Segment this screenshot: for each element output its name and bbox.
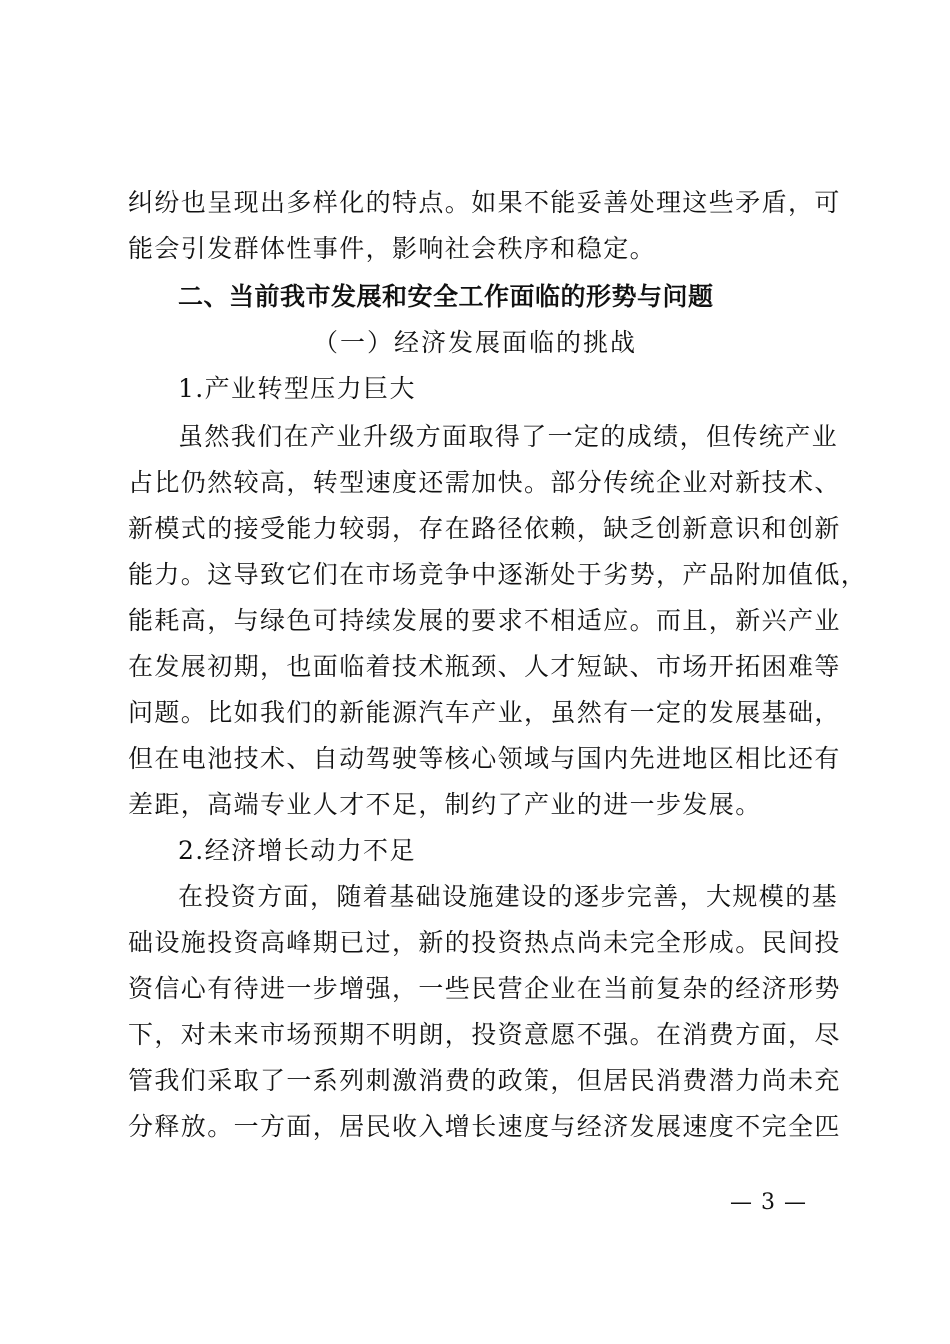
text-line: 差距，高端专业人才不足，制约了产业的进一步发展。 <box>128 790 762 819</box>
text-line: 下，对未来市场预期不明朗，投资意愿不强。在消费方面，尽 <box>128 1020 841 1049</box>
item-heading: 1.产业转型压力巨大 <box>178 374 416 403</box>
text-line: 能会引发群体性事件，影响社会秩序和稳定。 <box>128 234 657 263</box>
text-line: 新模式的接受能力较弱，存在路径依赖，缺乏创新意识和创新 <box>128 514 841 543</box>
text-line: 纠纷也呈现出多样化的特点。如果不能妥善处理这些矛盾，可 <box>128 188 841 217</box>
subsection-heading: （一）经济发展面临的挑战 <box>312 328 637 357</box>
text-line: 础设施投资高峰期已过，新的投资热点尚未完全形成。民间投 <box>128 928 841 957</box>
page-number: — 3 — <box>730 1190 807 1215</box>
text-line: 分释放。一方面，居民收入增长速度与经济发展速度不完全匹 <box>128 1112 841 1141</box>
text-line: 能力。这导致它们在市场竞争中逐渐处于劣势，产品附加值低， <box>128 560 868 589</box>
text-line: 占比仍然较高，转型速度还需加快。部分传统企业对新技术、 <box>128 468 841 497</box>
text-line: 资信心有待进一步增强，一些民营企业在当前复杂的经济形势 <box>128 974 841 1003</box>
section-heading: 二、当前我市发展和安全工作面临的形势与问题 <box>178 282 714 311</box>
text-line: 虽然我们在产业升级方面取得了一定的成绩，但传统产业 <box>178 422 839 451</box>
text-line: 但在电池技术、自动驾驶等核心领域与国内先进地区相比还有 <box>128 744 841 773</box>
text-line: 问题。比如我们的新能源汽车产业，虽然有一定的发展基础， <box>128 698 841 727</box>
text-line: 在发展初期，也面临着技术瓶颈、人才短缺、市场开拓困难等 <box>128 652 841 681</box>
text-line: 管我们采取了一系列刺激消费的政策，但居民消费潜力尚未充 <box>128 1066 841 1095</box>
text-line: 在投资方面，随着基础设施建设的逐步完善，大规模的基 <box>178 882 839 911</box>
item-heading: 2.经济增长动力不足 <box>178 836 416 865</box>
text-line: 能耗高，与绿色可持续发展的要求不相适应。而且，新兴产业 <box>128 606 841 635</box>
